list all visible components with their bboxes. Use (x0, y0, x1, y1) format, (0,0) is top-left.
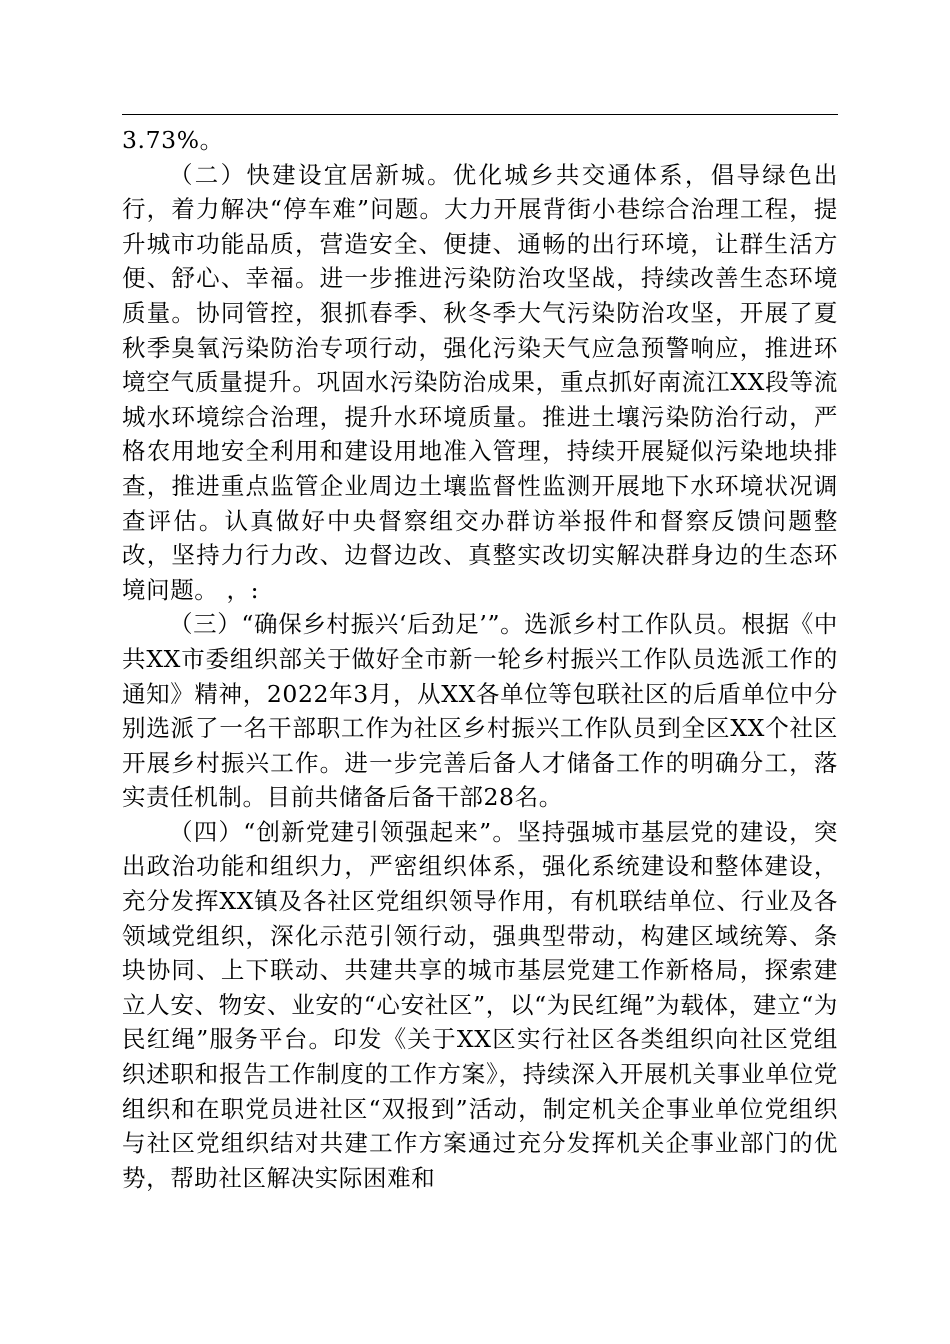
paragraph-livable-city: （二）快建设宜居新城。优化城乡共交通体系，倡导绿色出行，着力解决“停车难”问题。大力开展背街小巷综合治理工程，提升城市功能品质，营造安全、便捷、通畅的出行环境，让群生活方便、舒心、幸福。进一步推进污染防治攻坚战，持续改善生态环境质量。协同管控，狠抓春季、秋冬季大气污染防治攻坚，开展了夏秋季臭氧污染防治专项行动，强化污染天气应急预警响应，推进环境空气质量提升。巩固水污染防治成果，重点抓好南流江XX段等流城水环境综合治理，提升水环境质量。推进土壤污染防治行动，严格农用地安全利用和建设用地准入管理，持续开展疑似污染地块排查，推进重点监管企业周边土壤监督性监测开展地下水环境状况调查评估。认真做好中央督察组交办群访举报件和督察反馈问题整改，坚持力行力改、边督边改、真整实改切实解决群身边的生态环境问题。 ，: (122, 160, 838, 604)
paragraph-party-building: （四）“创新党建引领强起来”。坚持强城市基层党的建设，突出政治功能和组织力，严密组织体系，强化系统建设和整体建设，充分发挥XX镇及各社区党组织领导作用，有机联结单位、行业及各领域党组织，深化示范引领行动，强典型带动，构建区域统筹、条块协同、上下联动、共建共享的城市基层党建工作新格局，探索建立人安、物安、业安的“心安社区”，以“为民红绳”为载体，建立“为民红绳”服务平台。印发《关于XX区实行社区各类组织向社区党组织述职和报告工作制度的工作方案》，持续深入开展机关事业单位党组织和在职党员进社区“双报到”活动，制定机关企事业单位党组织与社区党组织结对共建工作方案通过充分发挥机关企事业部门的优势，帮助社区解决实际困难和 (122, 817, 838, 1192)
header-rule (122, 114, 838, 115)
document-body (122, 123, 838, 1195)
paragraph-continuation: 3.73%。 (122, 126, 224, 154)
paragraph-rural-revitalization: （三）“确保乡村振兴‘后劲足’”。选派乡村工作队员。根据《中共XX市委组织部关于做好全市新一轮乡村振兴工作队员选派工作的通知》精神，2022年3月，从XX各单位等包联社区的后盾单位中分别选派了一名干部职工作为社区乡村振兴工作队员到全区XX个社区开展乡村振兴工作。进一步完善后备人才储备工作的明确分工，落实责任机制。目前共储备后备干部28名。 (122, 610, 838, 812)
